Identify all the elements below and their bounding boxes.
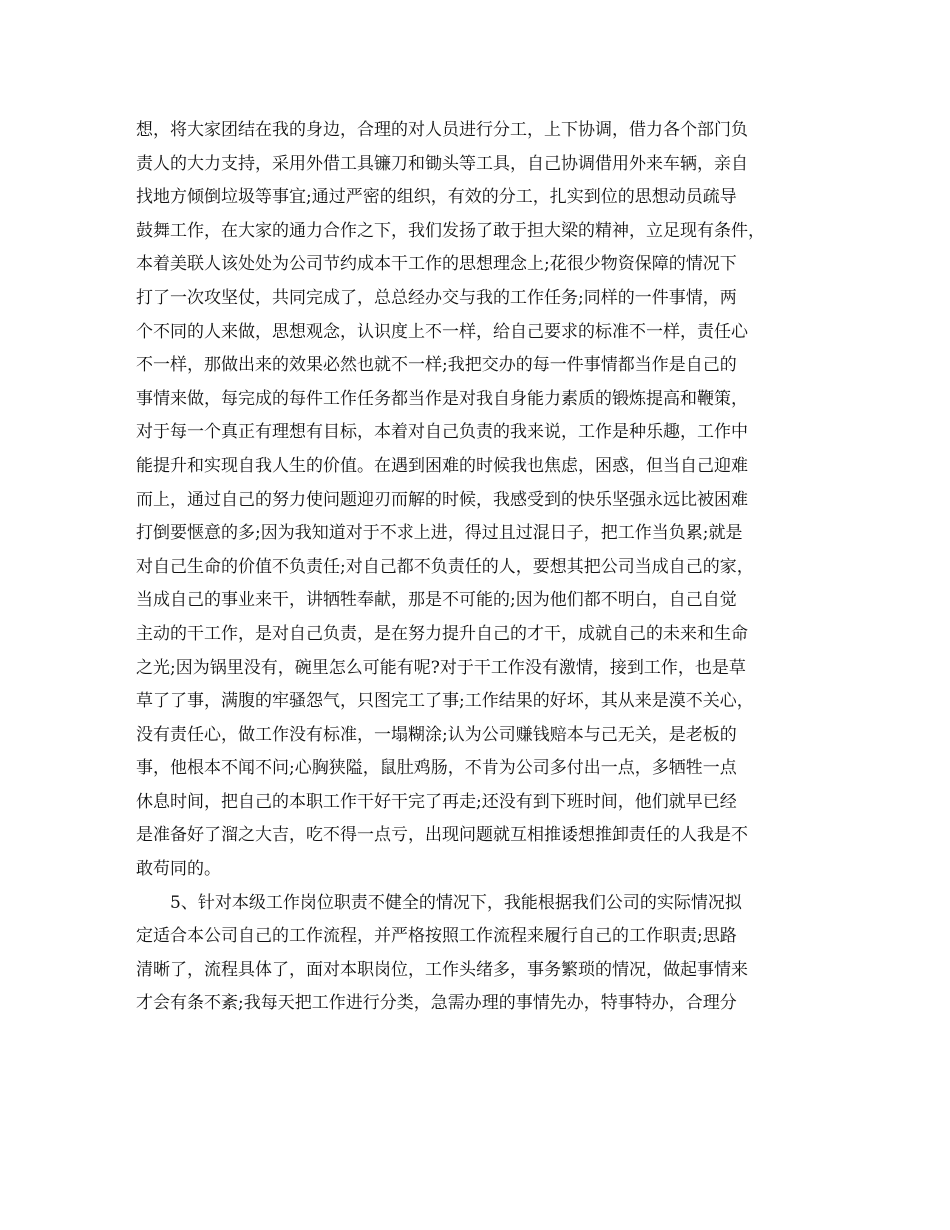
text-line: 事情来做，每完成的每件工作任务都当作是对我自身能力素质的锻炼提高和鞭策， — [136, 388, 748, 409]
text-line: 敢苟同的。 — [136, 859, 221, 880]
text-line: 鼓舞工作，在大家的通力合作之下，我们发扬了敢于担大梁的精神，立足现有条件， — [136, 220, 765, 241]
text-line: 找地方倾倒垃圾等事宜;通过严密的组织，有效的分工，扎实到位的思想动员疏导 — [136, 187, 737, 208]
text-line: 想，将大家团结在我的身边，合理的对人员进行分工，上下协调，借力各个部门负 — [136, 120, 748, 140]
text-line: 事，他根本不闻不问;心胸狭隘，鼠肚鸡肠，不肯为公司多付出一点，多牺牲一点 — [136, 758, 737, 779]
text-line: 没有责任心，做工作没有标准，一塌糊涂;认为公司赚钱赔本与己无关，是老板的 — [136, 724, 737, 745]
text-line: 主动的干工作，是对自己负责，是在努力提升自己的才干，成就自己的未来和生命 — [136, 623, 748, 644]
body-text — [136, 114, 826, 1021]
text-line: 能提升和实现自我人生的价值。在遇到困难的时候我也焦虑，困惑，但当自己迎难 — [136, 455, 748, 476]
text-line: 对于每一个真正有理想有目标，本着对自己负责的我来说，工作是种乐趣，工作中 — [136, 422, 748, 443]
text-line: 之光;因为锅里没有，碗里怎么可能有呢?对于干工作没有激情，接到工作，也是草 — [136, 657, 746, 678]
text-line: 责人的大力支持，采用外借工具镰刀和锄头等工具，自己协调借用外来车辆，亲自 — [136, 153, 748, 174]
text-line: 打倒要惬意的多;因为我知道对于不求上进，得过且过混日子，把工作当负累;就是 — [136, 523, 743, 544]
text-line: 对自己生命的价值不负责任;对自己都不负责任的人，要想其把公司当成自己的家， — [136, 556, 754, 577]
text-line: 当成自己的事业来干，讲牺牲奉献，那是不可能的;因为他们都不明白，自己自觉 — [136, 590, 737, 611]
text-line: 定适合本公司自己的工作流程，并严格按照工作流程来履行自己的工作职责;思路 — [136, 926, 737, 947]
text-line: 个不同的人来做，思想观念，认识度上不一样，给自己要求的标准不一样，责任心 — [136, 321, 748, 342]
text-line: 休息时间，把自己的本职工作干好干完了再走;还没有到下班时间，他们就早已经 — [136, 791, 737, 812]
text-line: 而上，通过自己的努力使问题迎刃而解的时候，我感受到的快乐坚强永远比被困难 — [136, 489, 748, 510]
text-line: 草了了事，满腹的牢骚怨气，只图完工了事;工作结果的好坏，其从来是漠不关心， — [136, 691, 754, 712]
text-line: 清晰了，流程具体了，面对本职岗位，工作头绪多，事务繁琐的情况，做起事情来 — [136, 959, 748, 980]
text-line: 打了一次攻坚仗，共同完成了，总总经办交与我的工作任务;同样的一件事情，两 — [136, 287, 737, 308]
text-line: 是准备好了溜之大吉，吃不得一点亏，出现问题就互相推诿想推卸责任的人我是不 — [136, 825, 748, 846]
text-line: 不一样，那做出来的效果必然也就不一样;我把交办的每一件事情都当作是自己的 — [136, 355, 737, 376]
text-line: 本着美联人该处处为公司节约成本干工作的思想理念上;花很少物资保障的情况下 — [136, 254, 737, 275]
paragraph-start-line: 5、针对本级工作岗位职责不健全的情况下，我能根据我们公司的实际情况拟 — [170, 892, 742, 913]
text-line: 才会有条不紊;我每天把工作进行分类，急需办理的事情先办，特事特办，合理分 — [136, 993, 737, 1014]
